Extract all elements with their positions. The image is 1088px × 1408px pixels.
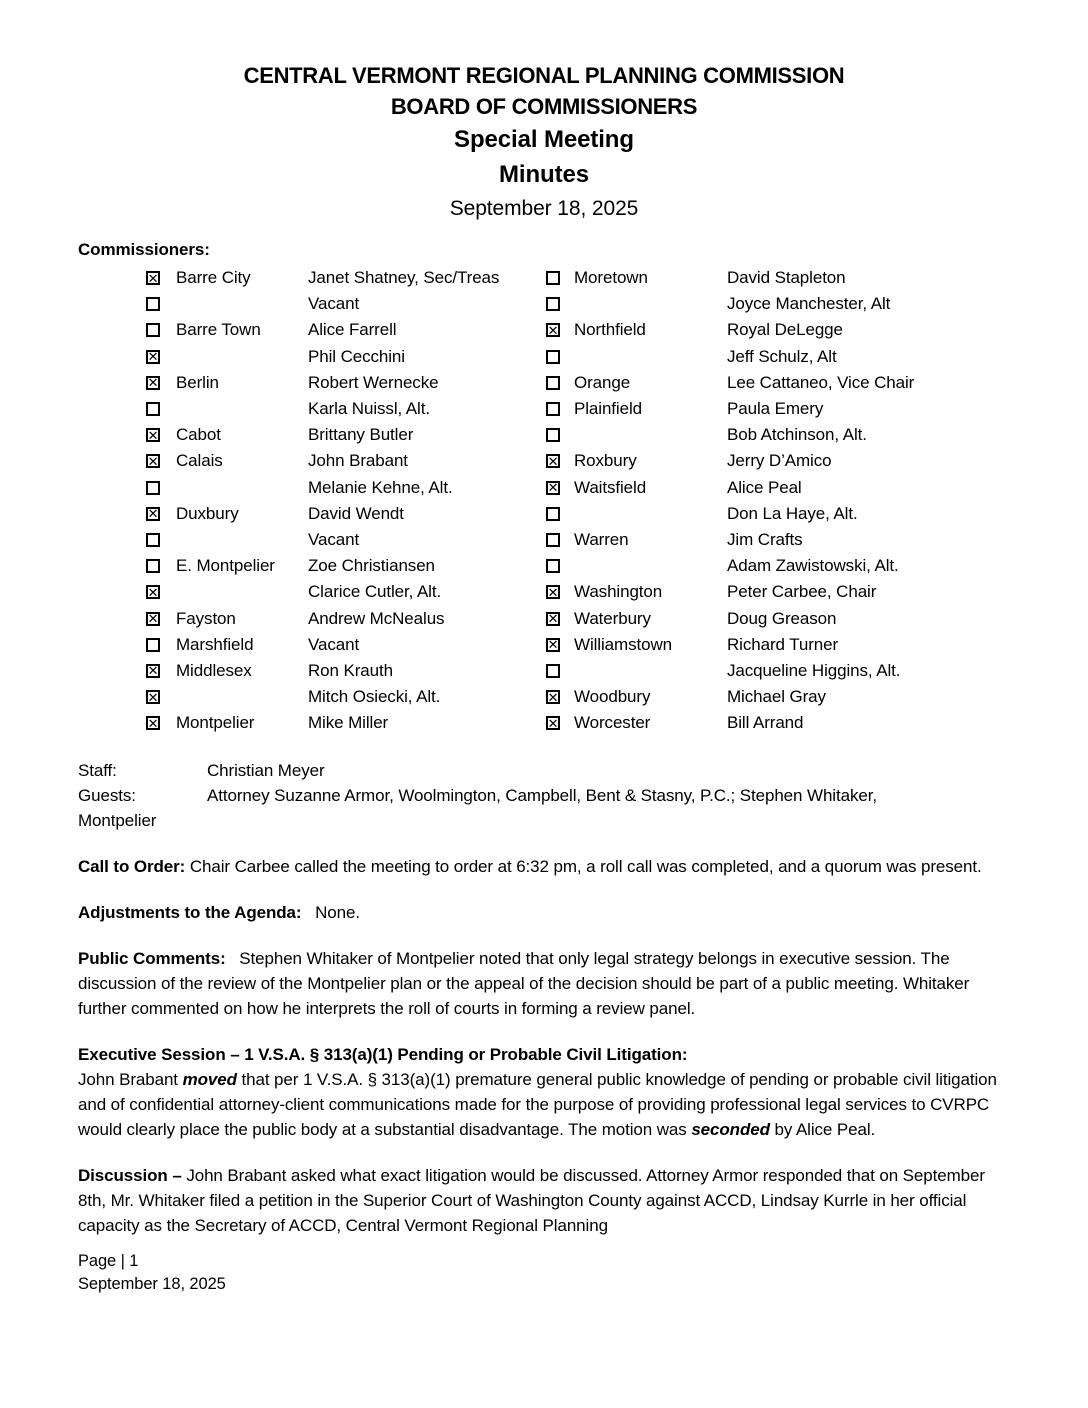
guests-value: Attorney Suzanne Armor, Woolmington, Campbell, Bent & Stasny, P.C.; Stephen Whitaker, [207,786,877,806]
checkbox-unchecked-icon [546,376,560,390]
page-footer [78,1250,1010,1296]
checkbox-checked-icon: ✕ [147,454,159,469]
checkbox-checked-icon: ✕ [547,323,559,338]
checkbox-checked-icon [146,454,176,468]
checkbox-unchecked-icon [546,350,560,364]
member-name: Jim Crafts [727,529,803,549]
member-name: David Wendt [308,503,404,523]
town-name: Waitsfield [574,477,647,497]
member-name: Peter Carbee, Chair [727,582,877,602]
checkbox-unchecked-icon [146,297,160,311]
executive-session-heading: Executive Session – 1 V.S.A. § 313(a)(1) Pending or Probable Civil Litigation: [78,1045,688,1065]
town-name: Barre Town [176,320,261,340]
public-comments-label: Public Comments: [78,949,226,969]
town-name: Fayston [176,608,236,628]
es-moved: moved [182,1070,237,1090]
staff-row [78,758,1010,783]
staff-guests-block [78,758,1010,833]
town-name: Moretown [574,268,648,288]
section-call-to-order [78,854,1010,879]
town-name: Warren [574,529,629,549]
checkbox-checked-icon: ✕ [547,690,559,705]
checkbox-unchecked-icon [546,533,560,547]
checkbox-checked-icon: ✕ [547,611,559,626]
checkbox-unchecked-icon [546,559,574,573]
member-name: David Stapleton [727,268,846,288]
member-name: Vacant [308,294,360,314]
checkbox-unchecked-icon [146,297,176,311]
checkbox-unchecked-icon [146,638,160,652]
member-name: Janet Shatney, Sec/Treas [308,268,500,288]
checkbox-unchecked-icon [546,559,560,573]
commissioner-row [78,317,1010,343]
guests-row [78,783,1010,808]
section-public-comments [78,946,1010,1021]
checkbox-unchecked-icon [146,402,176,416]
es-text-3: by Alice Peal. [769,1120,876,1140]
commissioner-row [78,501,1010,527]
commissioner-row [78,291,1010,317]
member-name: Vacant [308,529,360,549]
checkbox-unchecked-icon [146,402,160,416]
checkbox-checked-icon [146,507,176,521]
checkbox-unchecked-icon [546,664,574,678]
checkbox-checked-icon: ✕ [147,506,159,521]
commissioner-row [78,579,1010,605]
member-name: Zoe Christiansen [308,556,435,576]
checkbox-checked-icon [546,690,574,704]
checkbox-unchecked-icon [546,350,574,364]
checkbox-unchecked-icon [146,323,160,337]
checkbox-unchecked-icon [546,376,574,390]
member-name: Mitch Osiecki, Alt. [308,687,441,707]
commissioner-row [78,684,1010,710]
town-name: Plainfield [574,399,642,419]
member-name: Doug Greason [727,608,837,628]
commissioner-row [78,265,1010,291]
town-name: Calais [176,451,223,471]
town-name: Orange [574,372,631,392]
member-name: Paula Emery [727,399,824,419]
checkbox-unchecked-icon [546,297,574,311]
town-name: Duxbury [176,503,239,523]
checkbox-checked-icon: ✕ [547,637,559,652]
discussion-text: John Brabant asked what exact litigation would be discussed. Attorney Armor responded that on September 8th, Mr. Whitaker filed a petition in the Superior Court of Washington County against ACCD, Lindsay Kurrle in her official capacity as the Secretary of ACCD, Central Vermont Regional Planning [78,1166,985,1236]
es-seconded: seconded [691,1120,770,1140]
member-name: Vacant [308,634,360,654]
checkbox-checked-icon: ✕ [147,375,159,390]
doc-title-line-1: CENTRAL VERMONT REGIONAL PLANNING COMMISSION [243,63,845,88]
meeting-date: September 18, 2025 [449,197,639,220]
commissioner-row [78,396,1010,422]
town-name: Middlesex [176,660,252,680]
checkbox-unchecked-icon [546,428,574,442]
town-name: Waterbury [574,608,651,628]
checkbox-unchecked-icon [146,559,176,573]
checkbox-unchecked-icon [546,402,574,416]
checkbox-checked-icon [546,323,574,337]
checkbox-checked-icon: ✕ [547,716,559,731]
member-name: Jerry D’Amico [727,451,832,471]
doc-title-line-3: Special Meeting [454,126,634,153]
member-name: Joyce Manchester, Alt [727,294,891,314]
checkbox-unchecked-icon [146,481,160,495]
commissioner-row [78,658,1010,684]
doc-header [78,60,1010,225]
commissioner-row [78,605,1010,631]
checkbox-checked-icon [146,612,176,626]
town-name: Woodbury [574,687,651,707]
commissioner-row [78,527,1010,553]
member-name: Melanie Kehne, Alt. [308,477,453,497]
commissioner-row [78,553,1010,579]
staff-label: Staff: [78,761,117,781]
checkbox-unchecked-icon [546,271,574,285]
commissioner-row [78,448,1010,474]
town-name: Barre City [176,268,251,288]
checkbox-checked-icon: ✕ [147,663,159,678]
member-name: Alice Farrell [308,320,397,340]
member-name: Lee Cattaneo, Vice Chair [727,372,915,392]
checkbox-checked-icon [546,612,574,626]
checkbox-unchecked-icon [146,559,160,573]
checkbox-unchecked-icon [146,533,176,547]
footer-date: September 18, 2025 [78,1275,226,1294]
guests-label: Guests: [78,786,136,806]
section-executive-session [78,1042,1010,1142]
member-name: Ron Krauth [308,660,393,680]
commissioner-row [78,422,1010,448]
checkbox-checked-icon [146,376,176,390]
member-name: Robert Wernecke [308,372,439,392]
discussion-label: Discussion [78,1166,168,1186]
checkbox-checked-icon: ✕ [147,716,159,731]
member-name: Jeff Schulz, Alt [727,346,837,366]
checkbox-unchecked-icon [146,323,176,337]
town-name: Montpelier [176,713,255,733]
staff-value: Christian Meyer [207,761,325,781]
member-name: Karla Nuissl, Alt. [308,399,430,419]
checkbox-unchecked-icon [146,533,160,547]
member-name: John Brabant [308,451,408,471]
member-name: Bob Atchinson, Alt. [727,425,867,445]
checkbox-checked-icon: ✕ [547,454,559,469]
checkbox-unchecked-icon [546,507,574,521]
member-name: Royal DeLegge [727,320,843,340]
checkbox-checked-icon: ✕ [147,611,159,626]
checkbox-checked-icon [146,585,176,599]
town-name: Berlin [176,372,219,392]
commissioner-row [78,475,1010,501]
guests-value-wrap: Montpelier [78,811,157,831]
adjustments-text: None. [315,903,360,923]
checkbox-checked-icon: ✕ [547,480,559,495]
call-to-order-text: Chair Carbee called the meeting to order at 6:32 pm, a roll call was completed, and a quorum was present. [189,857,982,877]
town-name: E. Montpelier [176,556,275,576]
adjustments-label: Adjustments to the Agenda: [78,903,302,923]
member-name: Jacqueline Higgins, Alt. [727,660,901,680]
town-name: Marshfield [176,634,254,654]
checkbox-checked-icon [546,716,574,730]
doc-title-line-2: BOARD OF COMMISSIONERS [390,94,698,119]
commissioner-row [78,632,1010,658]
checkbox-unchecked-icon [546,402,560,416]
town-name: Cabot [176,425,221,445]
checkbox-checked-icon: ✕ [147,349,159,364]
checkbox-unchecked-icon [546,428,560,442]
member-name: Michael Gray [727,687,826,707]
member-name: Bill Arrand [727,713,804,733]
member-name: Adam Zawistowski, Alt. [727,556,899,576]
doc-title-line-4: Minutes [499,161,589,188]
discussion-dash: – [167,1166,187,1186]
checkbox-unchecked-icon [546,533,574,547]
member-name: Mike Miller [308,713,389,733]
checkbox-unchecked-icon [546,297,560,311]
member-name: Don La Haye, Alt. [727,503,858,523]
commissioners-heading: Commissioners: [78,240,210,259]
call-to-order-label: Call to Order: [78,857,186,877]
member-name: Phil Cecchini [308,346,405,366]
checkbox-checked-icon [146,428,176,442]
executive-session-body [78,1067,1010,1142]
member-name: Brittany Butler [308,425,414,445]
checkbox-checked-icon: ✕ [147,690,159,705]
checkbox-checked-icon: ✕ [147,428,159,443]
member-name: Andrew McNealus [308,608,445,628]
town-name: Washington [574,582,663,602]
es-text-2: that per 1 V.S.A. § 313(a)(1) premature general public knowledge of pending or probable civil litigation and of confidential attorney-client communications made for the purpose of providing professional legal services to CVRPC would clearly place the public body at a substantial disadvantage. The motion was [78,1070,997,1140]
checkbox-checked-icon [146,664,176,678]
town-name: Williamstown [574,634,672,654]
town-name: Worcester [574,713,651,733]
commissioner-list [78,265,1010,736]
checkbox-unchecked-icon [546,271,560,285]
checkbox-checked-icon: ✕ [147,271,159,286]
checkbox-checked-icon [546,454,574,468]
es-text-1: John Brabant [78,1070,183,1090]
section-adjustments [78,900,1010,925]
public-comments-text: Stephen Whitaker of Montpelier noted that only legal strategy belongs in executive session. The discussion of the review of the Montpelier plan or the appeal of the decision should be part of a public meeting. Whitaker further commented on how he interprets the roll of courts in forming a review panel. [78,949,970,1019]
checkbox-checked-icon [146,690,176,704]
checkbox-checked-icon [546,585,574,599]
checkbox-checked-icon [146,350,176,364]
checkbox-checked-icon [546,481,574,495]
town-name: Northfield [574,320,646,340]
commissioner-row [78,344,1010,370]
checkbox-checked-icon [146,716,176,730]
member-name: Richard Turner [727,634,839,654]
member-name: Clarice Cutler, Alt. [308,582,442,602]
section-discussion [78,1163,1010,1238]
checkbox-unchecked-icon [546,664,560,678]
member-name: Alice Peal [727,477,802,497]
checkbox-unchecked-icon [146,638,176,652]
commissioner-row [78,710,1010,736]
checkbox-unchecked-icon [146,481,176,495]
checkbox-unchecked-icon [546,507,560,521]
commissioner-row [78,370,1010,396]
checkbox-checked-icon: ✕ [147,585,159,600]
checkbox-checked-icon [146,271,176,285]
footer-page-number: Page | 1 [78,1252,139,1271]
checkbox-checked-icon [546,638,574,652]
checkbox-checked-icon: ✕ [547,585,559,600]
town-name: Roxbury [574,451,637,471]
